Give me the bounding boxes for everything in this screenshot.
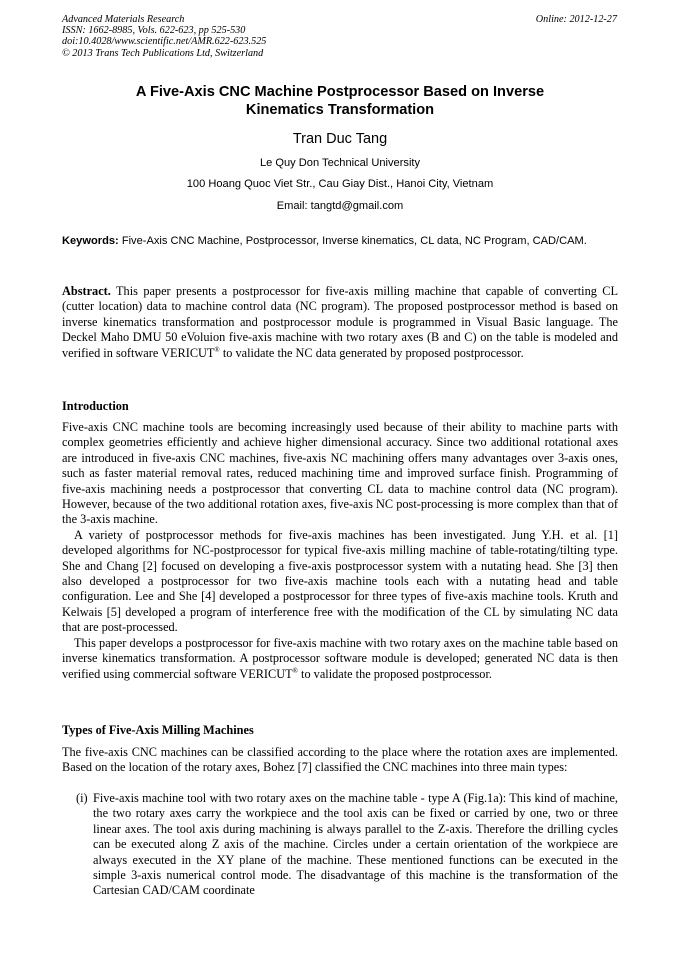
intro-paragraph-1: Five-axis CNC machine tools are becoming increasingly used because of their ability to machine parts with complex geometries efficiently and achieve higher dimensional accuracy. Since two additional rotational axes are introduced in five-axis CNC machines, five-axis NC machining offers many advantages over 3-axis ones, such as faster material removal rates, reduced machining time and improved surface finish. Programming of five-axis machining needs a postprocessor that converting CL data to machine control data (NC program). However, because of the two additional rotation axes, five-axis NC post-processing is more complex than that of the 3-axis machine. (62, 420, 618, 527)
keywords-label: Keywords: (62, 235, 119, 247)
intro-paragraph-3-end: to validate the proposed postprocessor. (297, 666, 492, 681)
paper-title (62, 83, 618, 119)
section-heading-introduction: Introduction (62, 399, 129, 413)
intro-paragraph-3-text: This paper develops a postprocessor for five-axis machine with two rotary axes on the machine table based on inverse kinematics transformation. A postprocessor software module is developed; generated NC data is then verified using commercial software VERICUT (62, 635, 618, 681)
registered-mark: ® (292, 666, 298, 675)
keywords-text: Five-Axis CNC Machine, Postprocessor, Inverse kinematics, CL data, NC Program, CAD/CAM. (121, 235, 587, 247)
keywords (62, 234, 618, 249)
section-heading-types: Types of Five-Axis Milling Machines (62, 723, 254, 737)
affiliation-email[interactable]: Email: tangtd@gmail.com (276, 200, 404, 212)
abstract (62, 284, 618, 361)
intro-paragraph-2: A variety of postprocessor methods for five-axis machines has been investigated. Jung Y.H. et al. [1] developed algorithms for NC-postprocessor for typical five-axis milling machine of table-rotating/tilting type. She and Chang [2] focused on developing a five-axis postprocessor system with a nutating head. She [3] then also developed a postprocessor for two five-axis machine tools each with a nutating head and table configuration. Lee and She [4] developed a postprocessor for three types of five-axis machine tools. Kruth and Kelwais [5] developed a program of interference free with the modification of the CL by simulating NC data that are post-processed. (62, 527, 618, 635)
types-list-item-1 (76, 791, 618, 899)
online-date: Online: 2012-12-27 (535, 14, 617, 25)
title-line-1: A Five-Axis CNC Machine Postprocessor Based on Inverse (135, 84, 545, 100)
registered-mark: ® (214, 345, 220, 354)
abstract-text: This paper presents a postprocessor for five-axis milling machine that capable of converting CL (cutter location) data to machine control data (NC program). The proposed postprocessor method is based on inverse kinematics transformation and postprocessor module is programmed in Visual Basic language. The Deckel Maho DMU 50 eVoluion five-axis machine with two rotary axes (B and C) on the table is modeled and verified in software VERICUT (62, 284, 619, 360)
introduction-body (62, 420, 618, 682)
intro-paragraph-3 (62, 636, 618, 682)
affiliation-institution: Le Quy Don Technical University (259, 157, 421, 169)
list-item-text: Five-axis machine tool with two rotary axes on the machine table - type A (Fig.1a): This kind of machine, the two rotary axes carry the workpiece and the tool axis can be fixed or carried by one, two or three linear axes. The tool axis during machining is always parallel to the Z-axis. Therefore the drilling cycles can be executed along Z axis of the machine. Circles under a certain orientation of the workpiece are always executed in the XY plane of the machine. These mentioned functions can be executed in the simple 3-axis numerical control mode. The disadvantage of this machine is the transformation of the Cartesian CAD/CAM coordinate (93, 791, 618, 898)
abstract-label: Abstract. (62, 284, 111, 298)
list-item-number: (i) (76, 791, 88, 805)
journal-header (62, 14, 266, 59)
title-line-2: Kinematics Transformation (245, 102, 435, 118)
journal-name: Advanced Materials Research (62, 14, 185, 25)
issn-line: ISSN: 1662-8985, Vols. 622-623, pp 525-530 (62, 25, 246, 37)
copyright-line: © 2013 Trans Tech Publications Ltd, Switzerland (62, 47, 264, 59)
affiliation-address: 100 Hoang Quoc Viet Str., Cau Giay Dist., Hanoi City, Vietnam (186, 178, 494, 190)
author-name: Tran Duc Tang (292, 131, 388, 147)
types-paragraph-1: The five-axis CNC machines can be classified according to the place where the rotation axes are implemented. Based on the location of the rotary axes, Bohez [7] classified the CNC machines into three main types: (62, 745, 618, 775)
abstract-text-end: to validate the NC data generated by proposed postprocessor. (219, 345, 524, 360)
doi-line[interactable]: doi:10.4028/www.scientific.net/AMR.622-623.525 (62, 36, 267, 48)
types-body (62, 745, 618, 776)
